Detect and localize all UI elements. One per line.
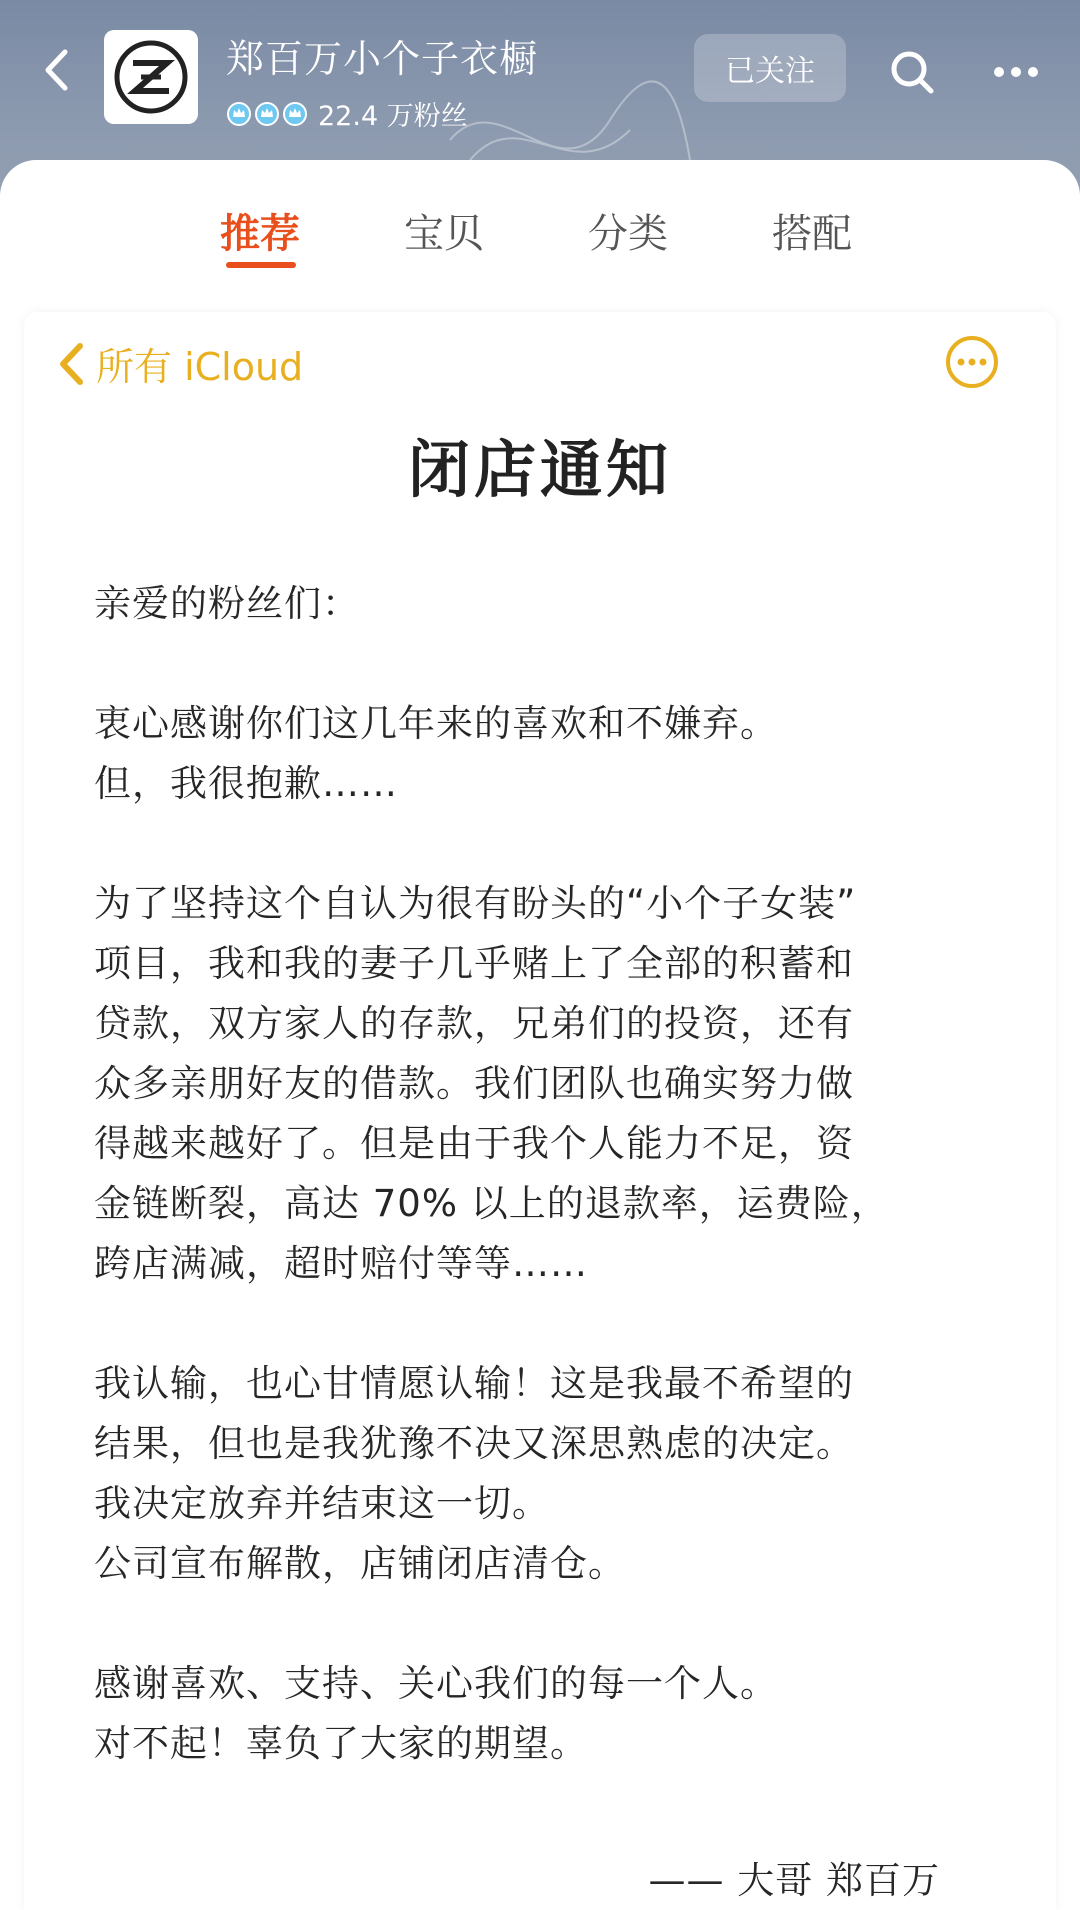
more-options-button[interactable] bbox=[988, 52, 1044, 92]
note-line: 跨店满减，超时赔付等等…… bbox=[94, 1242, 588, 1285]
note-line: 感谢喜欢、支持、关心我们的每一个人。 bbox=[94, 1662, 778, 1705]
chevron-left-icon bbox=[43, 48, 69, 92]
note-greeting: 亲爱的粉丝们： bbox=[94, 582, 360, 625]
tab-categories[interactable]: 分类 bbox=[588, 211, 668, 257]
chevron-left-icon bbox=[56, 341, 86, 387]
back-button[interactable] bbox=[36, 44, 76, 96]
notes-back-button[interactable] bbox=[56, 336, 303, 391]
active-tab-indicator bbox=[226, 262, 296, 268]
note-signature: —— 大哥 郑百万 bbox=[648, 1859, 940, 1902]
note-line: 众多亲朋好友的借款。我们团队也确实努力做 bbox=[94, 1062, 854, 1105]
note-body bbox=[94, 574, 994, 1774]
ellipsis-circle-icon[interactable] bbox=[944, 334, 1000, 390]
tab-items[interactable]: 宝贝 bbox=[404, 211, 484, 257]
note-line: 为了坚持这个自认为很有盼头的“小个子女装” bbox=[94, 882, 857, 925]
note-line: 公司宣布解散，店铺闭店清仓。 bbox=[94, 1542, 626, 1585]
note-line: 对不起！辜负了大家的期望。 bbox=[94, 1722, 588, 1765]
store-logo[interactable] bbox=[104, 30, 198, 124]
more-dots-icon bbox=[992, 65, 1040, 79]
tab-recommend[interactable]: 推荐 bbox=[220, 211, 300, 257]
note-line: 衷心感谢你们这几年来的喜欢和不嫌弃。 bbox=[94, 702, 778, 745]
note-line: 贷款，双方家人的存款，兄弟们的投资，还有 bbox=[94, 1002, 854, 1045]
tab-outfits[interactable]: 搭配 bbox=[772, 211, 852, 257]
crown-level-icon bbox=[254, 101, 280, 127]
zigzag-logo-icon bbox=[111, 37, 191, 117]
note-line: 我决定放弃并结束这一切。 bbox=[94, 1482, 550, 1525]
follow-button[interactable]: 已关注 bbox=[694, 34, 846, 102]
note-line: 项目，我和我的妻子几乎赌上了全部的积蓄和 bbox=[94, 942, 854, 985]
note-line: 得越来越好了。但是由于我个人能力不足，资 bbox=[94, 1122, 854, 1165]
search-icon bbox=[888, 48, 936, 96]
note-line: 我认输，也心甘情愿认输！这是我最不希望的 bbox=[94, 1362, 854, 1405]
note-line: 金链断裂，高达 70% 以上的退款率，运费险， bbox=[94, 1182, 889, 1225]
store-tabs bbox=[0, 160, 1080, 300]
fans-count: 22.4 万粉丝 bbox=[318, 101, 468, 132]
search-button[interactable] bbox=[884, 44, 940, 100]
crown-level-icon bbox=[226, 101, 252, 127]
note-title: 闭店通知 bbox=[407, 433, 672, 506]
note-line: 但，我很抱歉…… bbox=[94, 762, 398, 805]
note-line: 结果，但也是我犹豫不决又深思熟虑的决定。 bbox=[94, 1422, 854, 1465]
crown-level-badges bbox=[226, 101, 308, 127]
fans-row bbox=[226, 94, 468, 133]
crown-level-icon bbox=[282, 101, 308, 127]
store-name[interactable]: 郑百万小个子衣橱 bbox=[226, 37, 539, 81]
notes-back-label: 所有 iCloud bbox=[96, 345, 304, 389]
